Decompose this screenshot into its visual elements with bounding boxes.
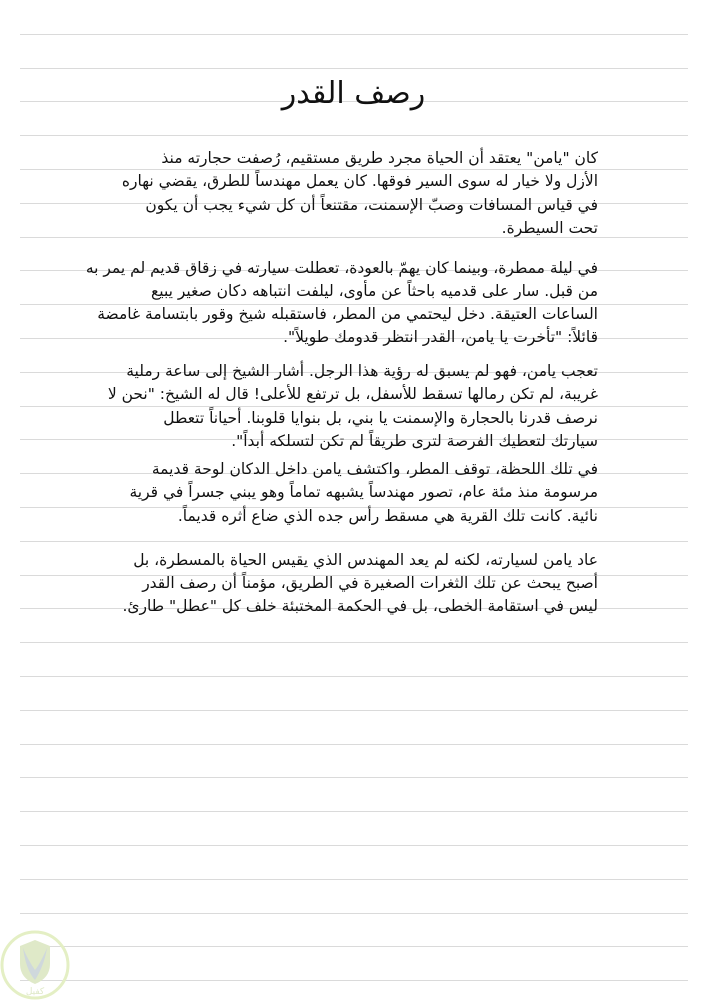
ruled-line	[20, 845, 688, 846]
ruled-line	[20, 879, 688, 880]
text-line: نرصف قدرنا بالحجارة والإسمنت يا بني، بل بنوايا قلوبنا. أحياناً تتعطل	[163, 409, 598, 427]
text-line: تحت السيطرة.	[501, 219, 598, 237]
text-line: كان "يامن" يعتقد أن الحياة مجرد طريق مستقيم، رُصفت حجارته منذ	[161, 149, 598, 167]
ruled-line	[20, 541, 688, 542]
logo-text: كفيل	[25, 987, 45, 997]
text-line: تعجب يامن، فهو لم يسبق له رؤية هذا الرجل. أشار الشيخ إلى ساعة رملية	[126, 362, 598, 380]
ruled-line	[20, 710, 688, 711]
text-line: نائية. كانت تلك القرية هي مسقط رأس جده الذي ضاع أثره قديماً.	[177, 507, 598, 525]
ruled-line	[20, 68, 688, 69]
ruled-line	[20, 777, 688, 778]
text-line: الساعات العتيقة. دخل ليحتمي من المطر، فاستقبله شيخ وقور بابتسامة غامضة	[97, 305, 598, 323]
text-line: غريبة، لم تكن رمالها تسقط للأسفل، بل ترتفع للأعلى! قال له الشيخ: "نحن لا	[107, 385, 598, 403]
text-line: ليس في استقامة الخطى، بل في الحكمة المختبئة خلف كل "عطل" طارئ.	[122, 597, 598, 615]
ruled-line	[20, 811, 688, 812]
ruled-line	[20, 980, 688, 981]
text-line: قائلاً: "تأخرت يا يامن، القدر انتظر قدومك طويلاً".	[283, 328, 598, 346]
text-line: مرسومة منذ مئة عام، تصور مهندساً يشبهه تماماً وهو يبني جسراً في قرية	[129, 483, 598, 501]
ruled-line	[20, 34, 688, 35]
ruled-line	[20, 744, 688, 745]
text-line: في تلك اللحظة، توقف المطر، واكتشف يامن داخل الدكان لوحة قديمة	[151, 460, 598, 478]
ruled-line	[20, 946, 688, 947]
ruled-line	[20, 135, 688, 136]
text-line: عاد يامن لسيارته، لكنه لم يعد المهندس الذي يقيس الحياة بالمسطرة، بل	[133, 551, 598, 569]
ruled-line	[20, 913, 688, 914]
text-line: أصبح يبحث عن تلك الثغرات الصغيرة في الطريق، مؤمناً أن رصف القدر	[142, 574, 598, 592]
ruled-line	[20, 676, 688, 677]
shield-leaf-logo-icon	[0, 930, 72, 1000]
watermark-logo	[0, 930, 72, 1000]
ruled-line	[20, 642, 688, 643]
text-line: في ليلة ممطرة، وبينما كان يهمّ بالعودة، تعطلت سيارته في زقاق قديم لم يمر به	[85, 259, 598, 277]
text-line: الأزل ولا خيار له سوى السير فوقها. كان يعمل مهندساً للطرق، يقضي نهاره	[121, 172, 598, 190]
text-line: سيارتك لتعطيك الفرصة لترى طريقاً لم تكن لتسلكه أبداً".	[231, 432, 598, 450]
page-title: رصف القدر	[281, 76, 426, 111]
text-line: في قياس المسافات وصبّ الإسمنت، مقتنعاً أن كل شيء يجب أن يكون	[145, 196, 598, 214]
text-line: من قبل. سار على قدميه باحثاً عن مأوى، ليلفت انتباهه دكان صغير يبيع	[151, 282, 598, 300]
